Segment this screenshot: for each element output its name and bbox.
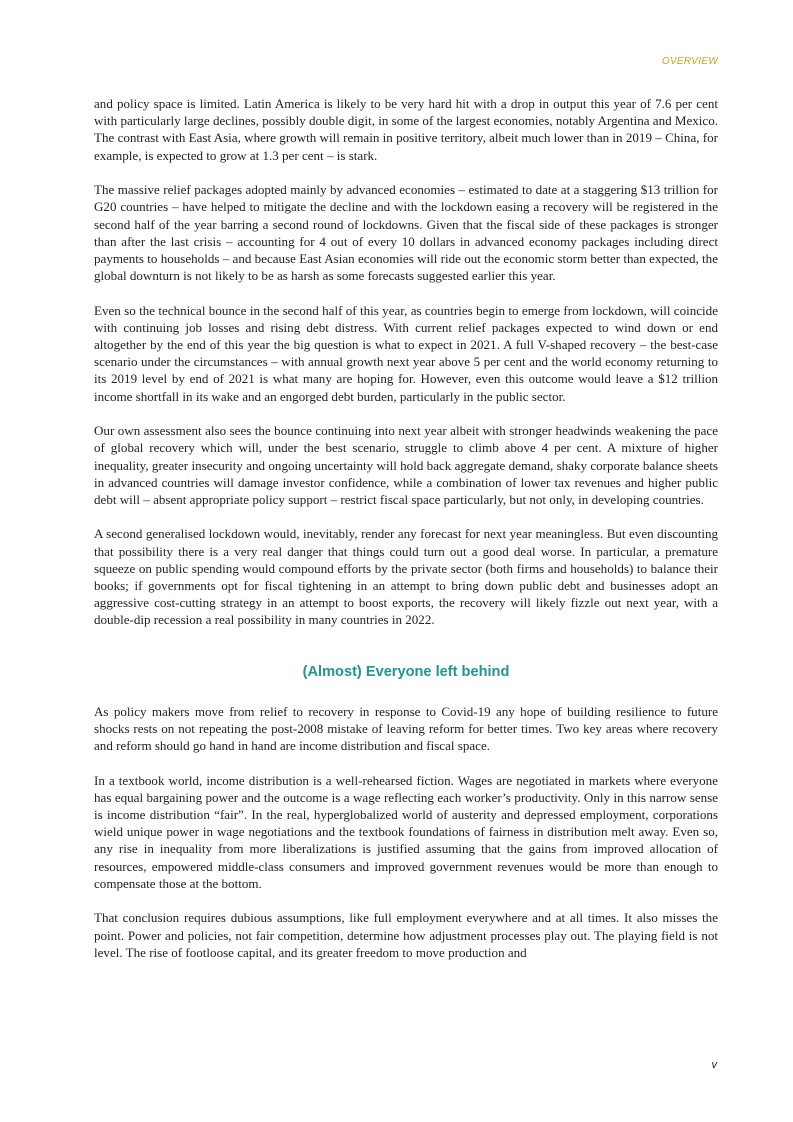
paragraph: The massive relief packages adopted mainly by advanced economies – estimated to date at a staggering $13 trillion for G20 countries – have helped to mitigate the decline and with the lockdown easing a recovery will be registered in the second half of the year barring a second round of lockdowns. Given that the fiscal side of these packages is stronger than after the last crisis – accounting for 4 out of every 10 dollars in advanced economy packages including direct payments to households – and because East Asian economies will ride out the economic storm better than expected, the global downturn is not likely to be as harsh as some forecasts suggested earlier this year.: [94, 182, 718, 284]
section-heading: (Almost) Everyone left behind: [302, 663, 510, 680]
paragraph: Our own assessment also sees the bounce continuing into next year albeit with stronger headwinds weakening the pace of global recovery which will, under the best scenario, struggle to climb above 4 per cent. A mixture of higher inequality, greater insecurity and ongoing uncertainty will hold back aggregate demand, shaky corporate balance sheets in advanced countries will damage investor confidence, while a combination of lower tax revenues and higher public debt will – absent appropriate policy support – restrict fiscal space particularly, but not only, in developing countries.: [94, 423, 718, 507]
page-number: v: [711, 1059, 717, 1071]
paragraph: In a textbook world, income distribution is a well-rehearsed fiction. Wages are negotiated in markets where everyone has equal bargaining power and the outcome is a wage reflecting each worker’s productivity. Only in this narrow sense is income distribution “fair”. In the real, hyperglobalized world of austerity and depressed employment, corporations wield unique power in wage negotiations and the textbook foundations of fairness in distribution melt away. Even so, any rise in inequality from more liberalizations is justified assuming that the gains from improved allocation of resources, empowered middle-class consumers and improved government revenues would be more than enough to compensate those at the bottom.: [94, 772, 718, 891]
paragraph: As policy makers move from relief to recovery in response to Covid-19 any hope of building resilience to future shocks rests on not repeating the post-2008 mistake of leaving reform for better times. Two key areas where recovery and reform should go hand in hand are income distribution and fiscal space.: [94, 703, 718, 754]
paragraph: A second generalised lockdown would, inevitably, render any forecast for next year meaningless. But even discounting that possibility there is a very real danger that things could turn out a good deal worse. In particular, a premature squeeze on public spending would compound efforts by the private sector (both firms and households) to balance their books; if governments opt for fiscal tightening in an attempt to bring down public debt and businesses adopt an aggressive cost-cutting strategy in an attempt to boost exports, the recovery will likely fizzle out next year, with a double-dip recession a real possibility in many countries in 2022.: [94, 526, 718, 628]
paragraph: That conclusion requires dubious assumptions, like full employment everywhere and at all times. It also misses the point. Power and policies, not fair competition, determine how adjustment processes play out. The playing field is not level. The rise of footloose capital, and its greater freedom to move production and: [94, 910, 718, 960]
running-header: OVERVIEW: [661, 56, 718, 67]
body-text: [94, 95, 718, 961]
paragraph: and policy space is limited. Latin America is likely to be very hard hit with a drop in output this year of 7.6 per cent with particularly large declines, possibly double digit, in some of the largest economies, notably Argentina and Mexico. The contrast with East Asia, where growth will remain in positive territory, albeit much lower than in 2019 – China, for example, is expected to grow at 1.3 per cent – is stark.: [94, 96, 718, 163]
paragraph: Even so the technical bounce in the second half of this year, as countries begin to emerge from lockdown, will coincide with continuing job losses and rising debt distress. With current relief packages expected to wind down or end altogether by the end of this year the big question is what to expect in 2021. A full V-shaped recovery – the best-case scenario under the circumstances – with annual growth next year above 5 per cent and the world economy returning to its 2019 level by end of 2021 is what many are hoping for. However, even this outcome would leave a $12 trillion income shortfall in its wake and an engorged debt burden, particularly in the public sector.: [94, 302, 718, 404]
